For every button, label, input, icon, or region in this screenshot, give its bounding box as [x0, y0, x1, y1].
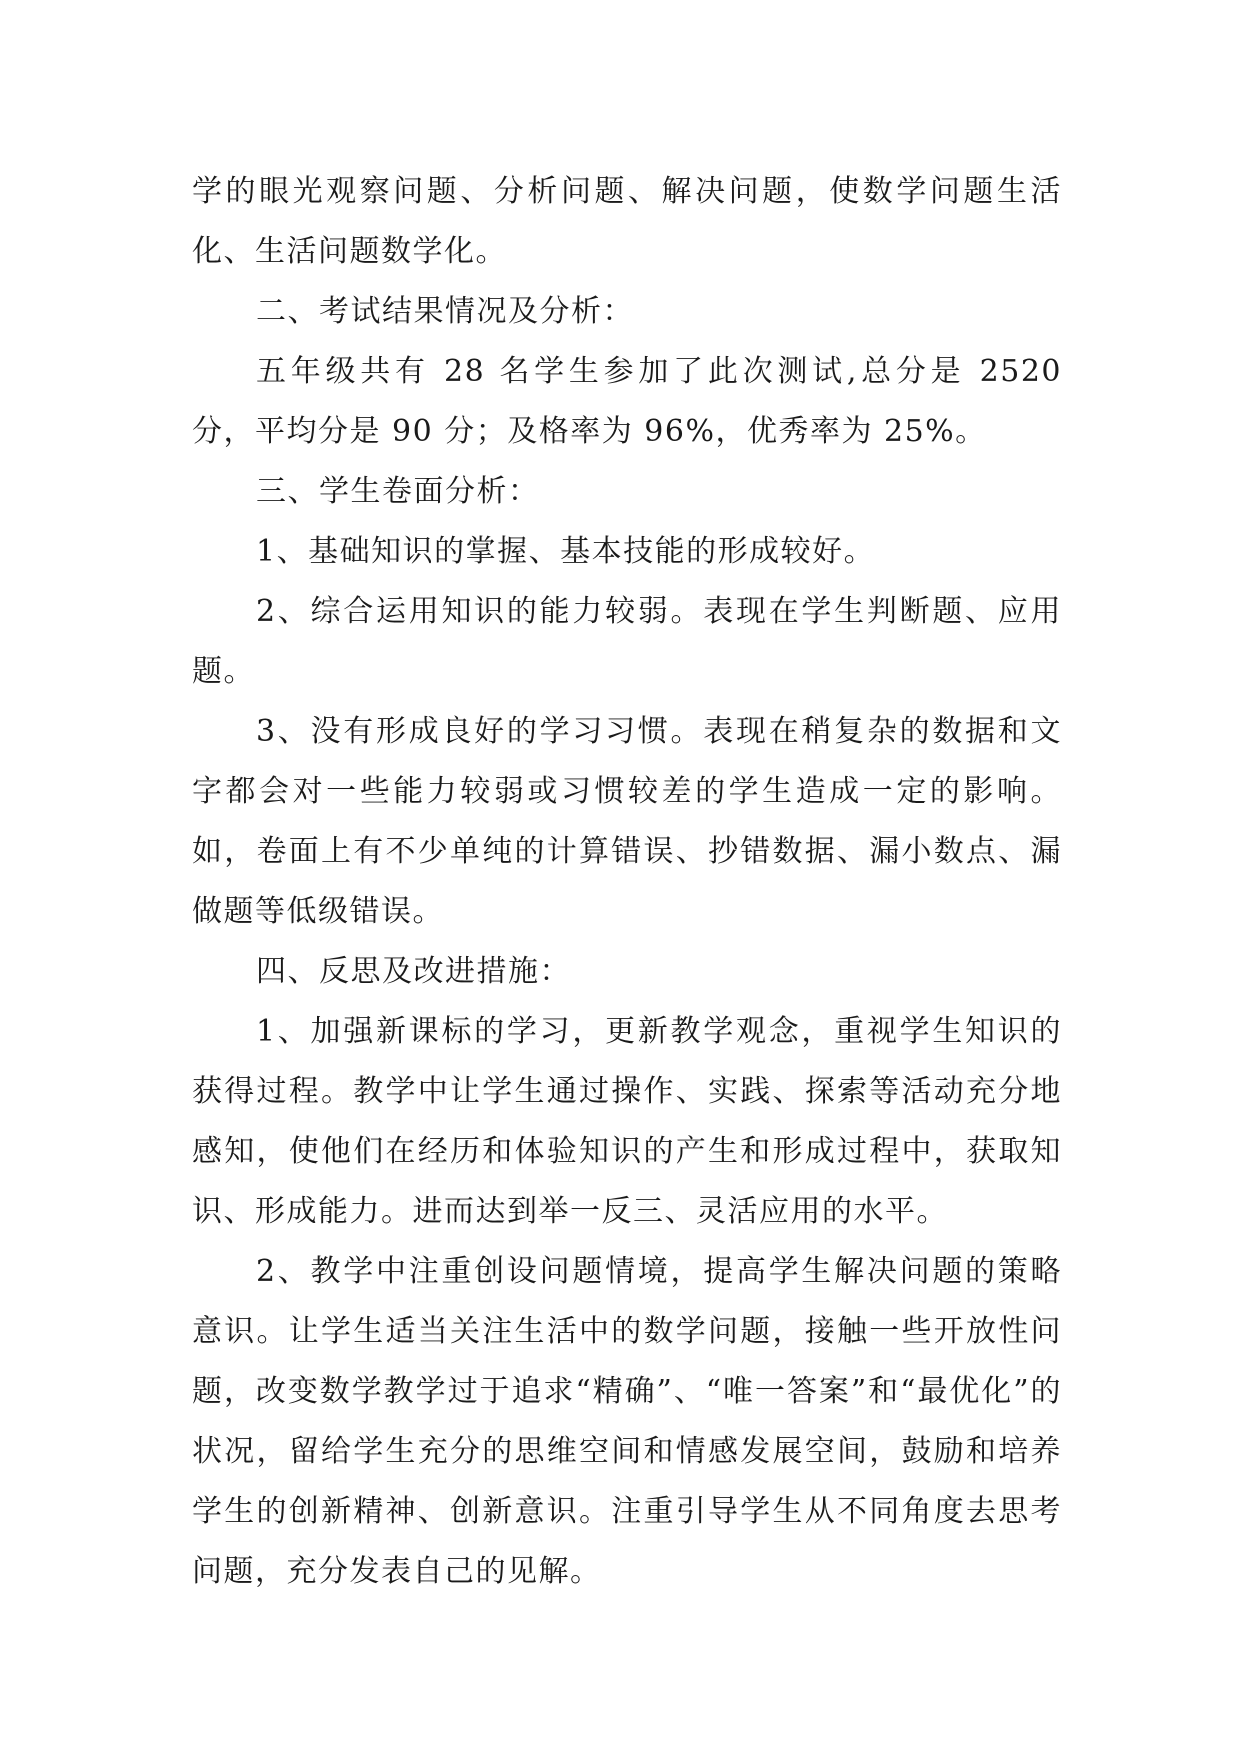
document-body [192, 162, 1062, 1602]
paragraph-exam-statistics: 五年级共有 28 名学生参加了此次测试,总分是 2520 分，平均分是 90 分；及格率为 96%，优秀率为 25%。 [192, 354, 1062, 449]
section-heading-exam-results: 二、考试结果情况及分析： [256, 294, 634, 329]
section-heading-paper-analysis: 三、学生卷面分析： [256, 474, 540, 509]
analysis-item-3: 3、没有形成良好的学习习惯。表现在稍复杂的数据和文字都会对一些能力较弱或习惯较差的学生造成一定的影响。如，卷面上有不少单纯的计算错误、抄错数据、漏小数点、漏做题等低级错误。 [192, 714, 1062, 929]
paragraph-continuation: 学的眼光观察问题、分析问题、解决问题，使数学问题生活化、生活问题数学化。 [192, 174, 1062, 269]
improvement-item-2: 2、教学中注重创设问题情境，提高学生解决问题的策略意识。让学生适当关注生活中的数学问题，接触一些开放性问题，改变数学教学过于追求“精确”、“唯一答案”和“最优化”的状况，留给学生充分的思维空间和情感发展空间，鼓励和培养学生的创新精神、创新意识。注重引导学生从不同角度去思考问题，充分发表自己的见解。 [192, 1254, 1062, 1589]
analysis-item-2: 2、综合运用知识的能力较弱。表现在学生判断题、应用题。 [192, 594, 1062, 689]
improvement-item-1: 1、加强新课标的学习，更新教学观念，重视学生知识的获得过程。教学中让学生通过操作、实践、探索等活动充分地感知，使他们在经历和体验知识的产生和形成过程中，获取知识、形成能力。进而达到举一反三、灵活应用的水平。 [192, 1014, 1062, 1229]
analysis-item-1: 1、基础知识的掌握、基本技能的形成较好。 [256, 534, 876, 569]
section-heading-reflection: 四、反思及改进措施： [256, 954, 571, 989]
